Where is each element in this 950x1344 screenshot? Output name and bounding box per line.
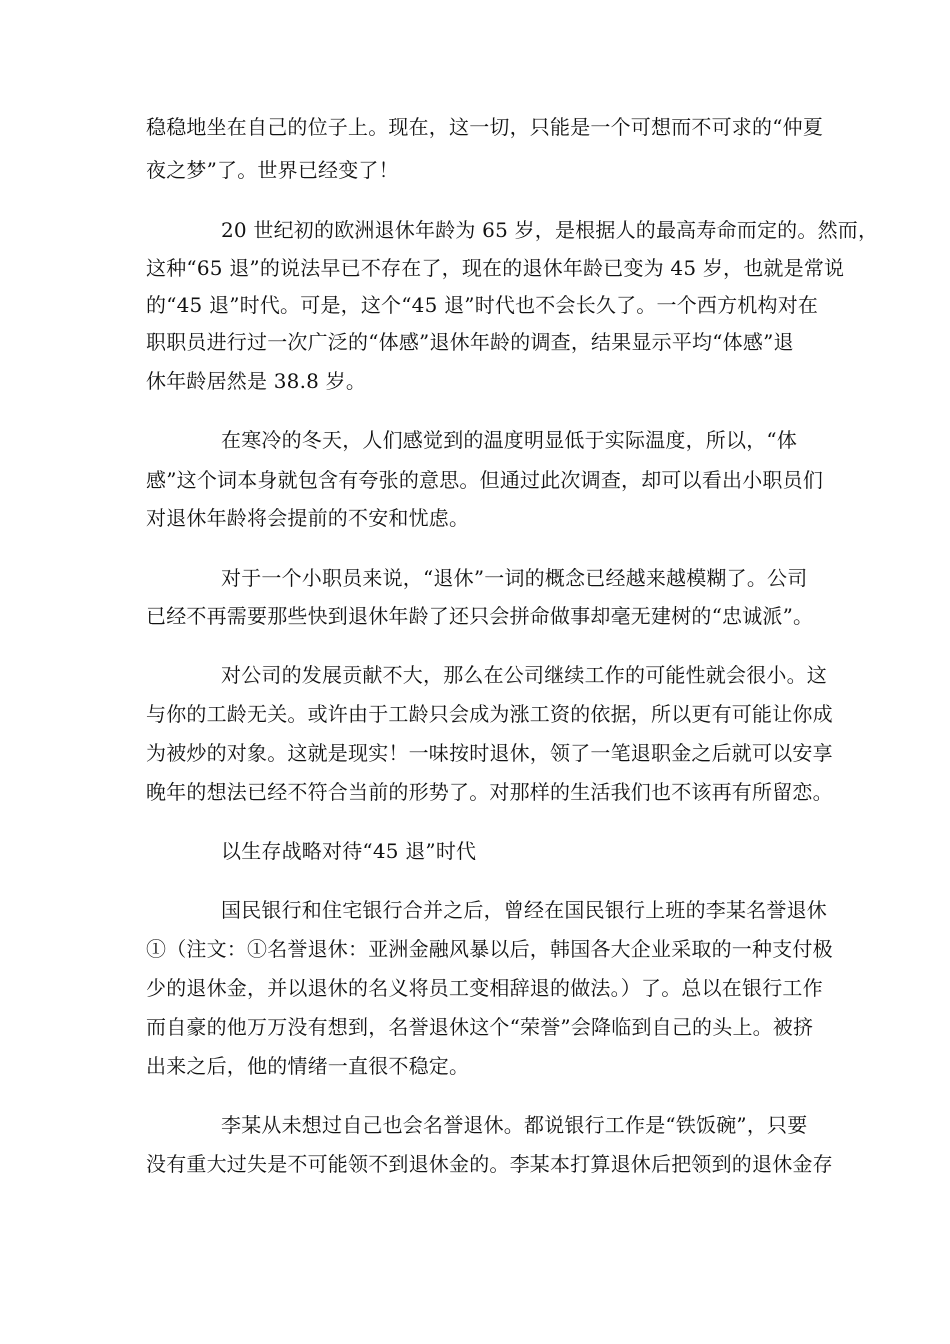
text-line: 休年龄居然是 38.8 岁。 bbox=[146, 369, 367, 393]
text-line: 没有重大过失是不可能领不到退休金的。李某本打算退休后把领到的退休金存 bbox=[146, 1152, 833, 1176]
paragraph-first-line: 对公司的发展贡献不大，那么在公司继续工作的可能性就会很小。这 bbox=[221, 663, 827, 687]
text-line: 职职员进行过一次广泛的“体感”退休年龄的调查，结果显示平均“体感”退 bbox=[146, 330, 794, 354]
text-line: 而自豪的他万万没有想到，名誉退休这个“荣誉”会降临到自己的头上。被挤 bbox=[146, 1015, 814, 1039]
text-line: 的“45 退”时代。可是，这个“45 退”时代也不会长久了。一个西方机构对在 bbox=[146, 293, 819, 317]
text-line: 已经不再需要那些快到退休年龄了还只会拼命做事却毫无建树的“忠诚派”。 bbox=[146, 604, 814, 628]
text-line: 少的退休金，并以退休的名义将员工变相辞退的做法。）了。总以在银行工作 bbox=[146, 976, 823, 1000]
text-line: 这种“65 退”的说法早已不存在了，现在的退休年龄已变为 45 岁，也就是常说 bbox=[146, 256, 845, 280]
text-line: 为被炒的对象。这就是现实！一味按时退休，领了一笔退职金之后就可以安享 bbox=[146, 741, 833, 765]
paragraph-first-line: 对于一个小职员来说，“退休”一词的概念已经越来越模糊了。公司 bbox=[221, 566, 808, 590]
text-line: 感”这个词本身就包含有夸张的意思。但通过此次调查，却可以看出小职员们 bbox=[146, 468, 824, 492]
text-line: ①（注文：①名誉退休：亚洲金融风暴以后，韩国各大企业采取的一种支付极 bbox=[146, 937, 833, 961]
section-heading: 以生存战略对待“45 退”时代 bbox=[221, 839, 477, 863]
text-line: 晚年的想法已经不符合当前的形势了。对那样的生活我们也不该再有所留恋。 bbox=[146, 780, 833, 804]
text-line: 与你的工龄无关。或许由于工龄只会成为涨工资的依据，所以更有可能让你成 bbox=[146, 702, 833, 726]
text-line: 对退休年龄将会提前的不安和忧虑。 bbox=[146, 506, 470, 530]
text-line: 夜之梦”了。世界已经变了！ bbox=[146, 158, 399, 182]
paragraph-first-line: 李某从未想过自己也会名誉退休。都说银行工作是“铁饭碗”，只要 bbox=[221, 1113, 808, 1137]
paragraph-first-line: 国民银行和住宅银行合并之后，曾经在国民银行上班的李某名誉退休 bbox=[221, 898, 827, 922]
text-line: 稳稳地坐在自己的位子上。现在，这一切，只能是一个可想而不可求的“仲夏 bbox=[146, 115, 824, 139]
paragraph-first-line: 在寒冷的冬天，人们感觉到的温度明显低于实际温度，所以，“体 bbox=[221, 428, 798, 452]
paragraph-first-line: 20 世纪初的欧洲退休年龄为 65 岁，是根据人的最高寿命而定的。然而， bbox=[221, 218, 879, 242]
text-line: 出来之后，他的情绪一直很不稳定。 bbox=[146, 1054, 470, 1078]
